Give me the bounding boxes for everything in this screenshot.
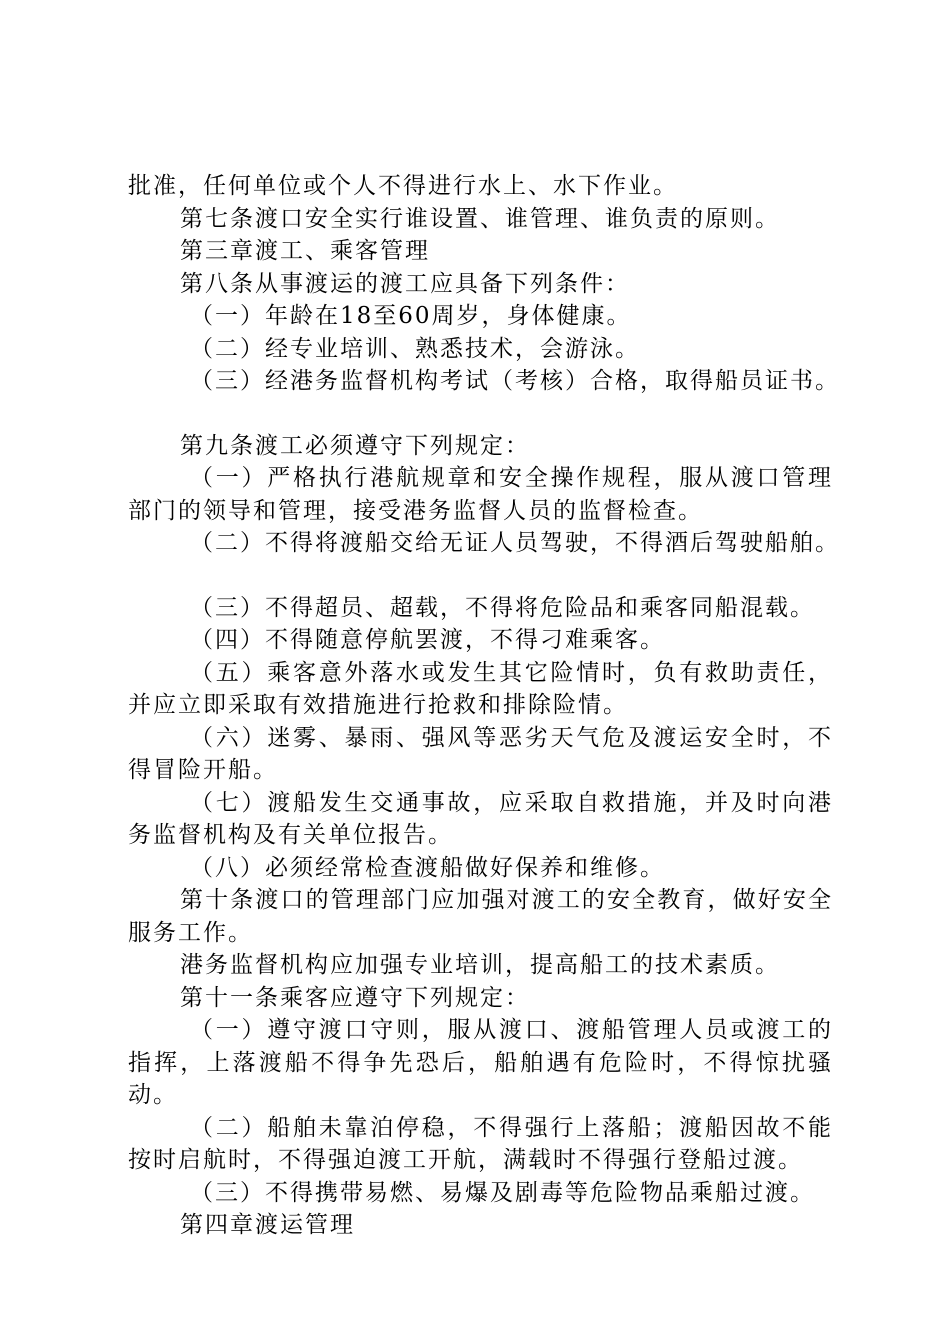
chapter-3-heading: 第三章渡工、乘客管理	[180, 238, 430, 264]
paragraph: 港务监督机构应加强专业培训，提高船工的技术素质。	[180, 952, 780, 978]
list-item: （二）不得将渡船交给无证人员驾驶，不得酒后驾驶船舶。	[190, 530, 840, 556]
list-item: （一）年龄在18至60周岁，身体健康。	[190, 303, 632, 329]
list-item: （八）必须经常检查渡船做好保养和维修。	[190, 854, 665, 881]
paragraph: 批准，任何单位或个人不得进行水上、水下作业。	[128, 173, 678, 199]
list-item: （四）不得随意停航罢渡，不得刁难乘客。	[190, 627, 665, 653]
list-item: （七）渡船发生交通事故，应采取自救措施，并及时向港务监督机构及有关单位报告。	[128, 789, 833, 848]
list-item: （六）迷雾、暴雨、强风等恶劣天气危及渡运安全时，不得冒险开船。	[128, 724, 833, 783]
article-7: 第七条渡口安全实行谁设置、谁管理、谁负责的原则。	[180, 205, 780, 232]
article-9: 第九条渡工必须遵守下列规定：	[180, 432, 530, 459]
list-item: （三）不得超员、超载，不得将危险品和乘客同船混载。	[190, 594, 815, 621]
chapter-4-heading: 第四章渡运管理	[180, 1212, 355, 1238]
article-11: 第十一条乘客应遵守下列规定：	[180, 984, 530, 1011]
list-item: （三）不得携带易燃、易爆及剧毒等危险物品乘船过渡。	[190, 1179, 815, 1206]
list-item: （二）船舶未靠泊停稳，不得强行上落船；渡船因故不能按时启航时，不得强迫渡工开航，满载时不得强行登船过渡。	[128, 1114, 833, 1173]
document-body	[128, 170, 840, 1242]
list-item: （一）遵守渡口守则，服从渡口、渡船管理人员或渡工的指挥，上落渡船不得争先恐后，船舶遇有危险时，不得惊扰骚动。	[128, 1017, 833, 1108]
list-item: （二）经专业培训、熟悉技术，会游泳。	[190, 335, 640, 362]
article-10: 第十条渡口的管理部门应加强对渡工的安全教育，做好安全服务工作。	[128, 887, 833, 946]
article-8: 第八条从事渡运的渡工应具备下列条件：	[180, 270, 630, 297]
list-item: （三）经港务监督机构考试（考核）合格，取得船员证书。	[190, 368, 840, 394]
list-item: （一）严格执行港航规章和安全操作规程，服从渡口管理部门的领导和管理，接受港务监督人员的监督检查。	[128, 465, 833, 524]
list-item: （五）乘客意外落水或发生其它险情时，负有救助责任，并应立即采取有效措施进行抢救和排除险情。	[128, 659, 833, 718]
